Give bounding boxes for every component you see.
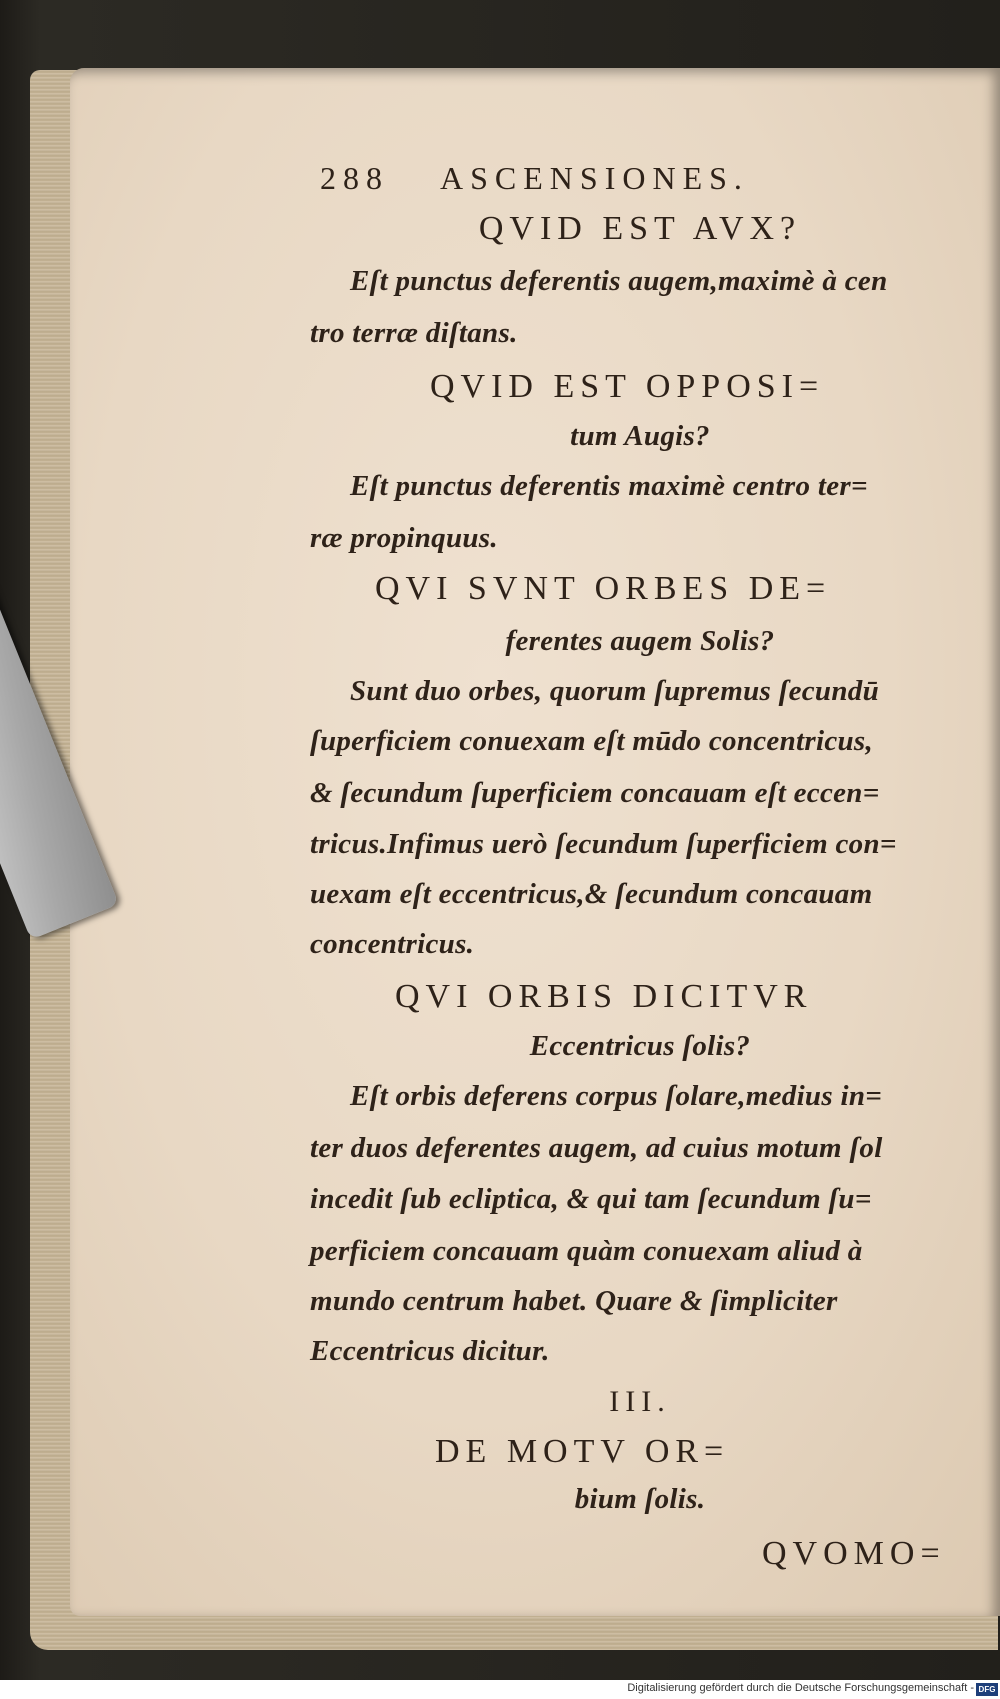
text-line: Eſt punctus deferentis augem,maximè à cen: [350, 265, 888, 297]
text-line: ter duos deferentes augem, ad cuius motum ſol: [310, 1132, 883, 1164]
text-line: Sunt duo orbes, quorum ſupremus ſecundū: [350, 675, 880, 707]
text-line: Eſt punctus deferentis maximè centro ter=: [350, 470, 868, 502]
page-number: 288: [320, 160, 389, 196]
text-line: uexam eſt eccentricus,& ſecundum concauam: [310, 878, 873, 910]
heading-line: QVID EST OPPOSI=: [430, 368, 825, 405]
text-line: ræ propinquus.: [310, 522, 498, 554]
text-line: incedit ſub ecliptica, & qui tam ſecundum ſu=: [310, 1183, 872, 1215]
text-line: bium ſolis.: [574, 1483, 706, 1515]
text-line: tricus.Infimus uerò ſecundum ſuperficiem con=: [310, 828, 897, 860]
text-line: ſuperficiem conuexam eſt mūdo concentricus,: [310, 725, 874, 757]
text-line: mundo centrum habet. Quare & ſimpliciter: [310, 1285, 838, 1317]
text-line: perficiem concauam quàm conuexam aliud à: [310, 1235, 863, 1267]
text-line: concentricus.: [310, 928, 475, 960]
heading-line: DE MOTV OR=: [435, 1433, 730, 1470]
section-number: III.: [609, 1385, 671, 1418]
digitization-footer: [0, 1680, 1000, 1699]
text-line: Eccentricus dicitur.: [310, 1335, 550, 1367]
heading-line: QVID EST AVX?: [478, 210, 802, 247]
text-line: Eccentricus ſolis?: [529, 1030, 751, 1062]
text-line: & ſecundum ſuperficiem concauam eſt eccen=: [310, 777, 880, 809]
heading-line: QVI ORBIS DICITVR: [395, 978, 813, 1015]
text-line: Eſt orbis deferens corpus ſolare,medius in=: [350, 1080, 883, 1112]
heading-line: QVI SVNT ORBES DE=: [375, 570, 832, 607]
text-line: tum Augis?: [570, 420, 710, 452]
text-line: ferentes augem Solis?: [505, 625, 775, 657]
catchword: QVOMO=: [762, 1535, 946, 1572]
dfg-logo: DFG: [976, 1683, 998, 1696]
running-head: ASCENSIONES.: [440, 160, 749, 196]
text-line: tro terræ diſtans.: [310, 317, 518, 349]
footer-credit: Digitalisierung gefördert durch die Deutsche Forschungsgemeinschaft -: [627, 1682, 974, 1694]
